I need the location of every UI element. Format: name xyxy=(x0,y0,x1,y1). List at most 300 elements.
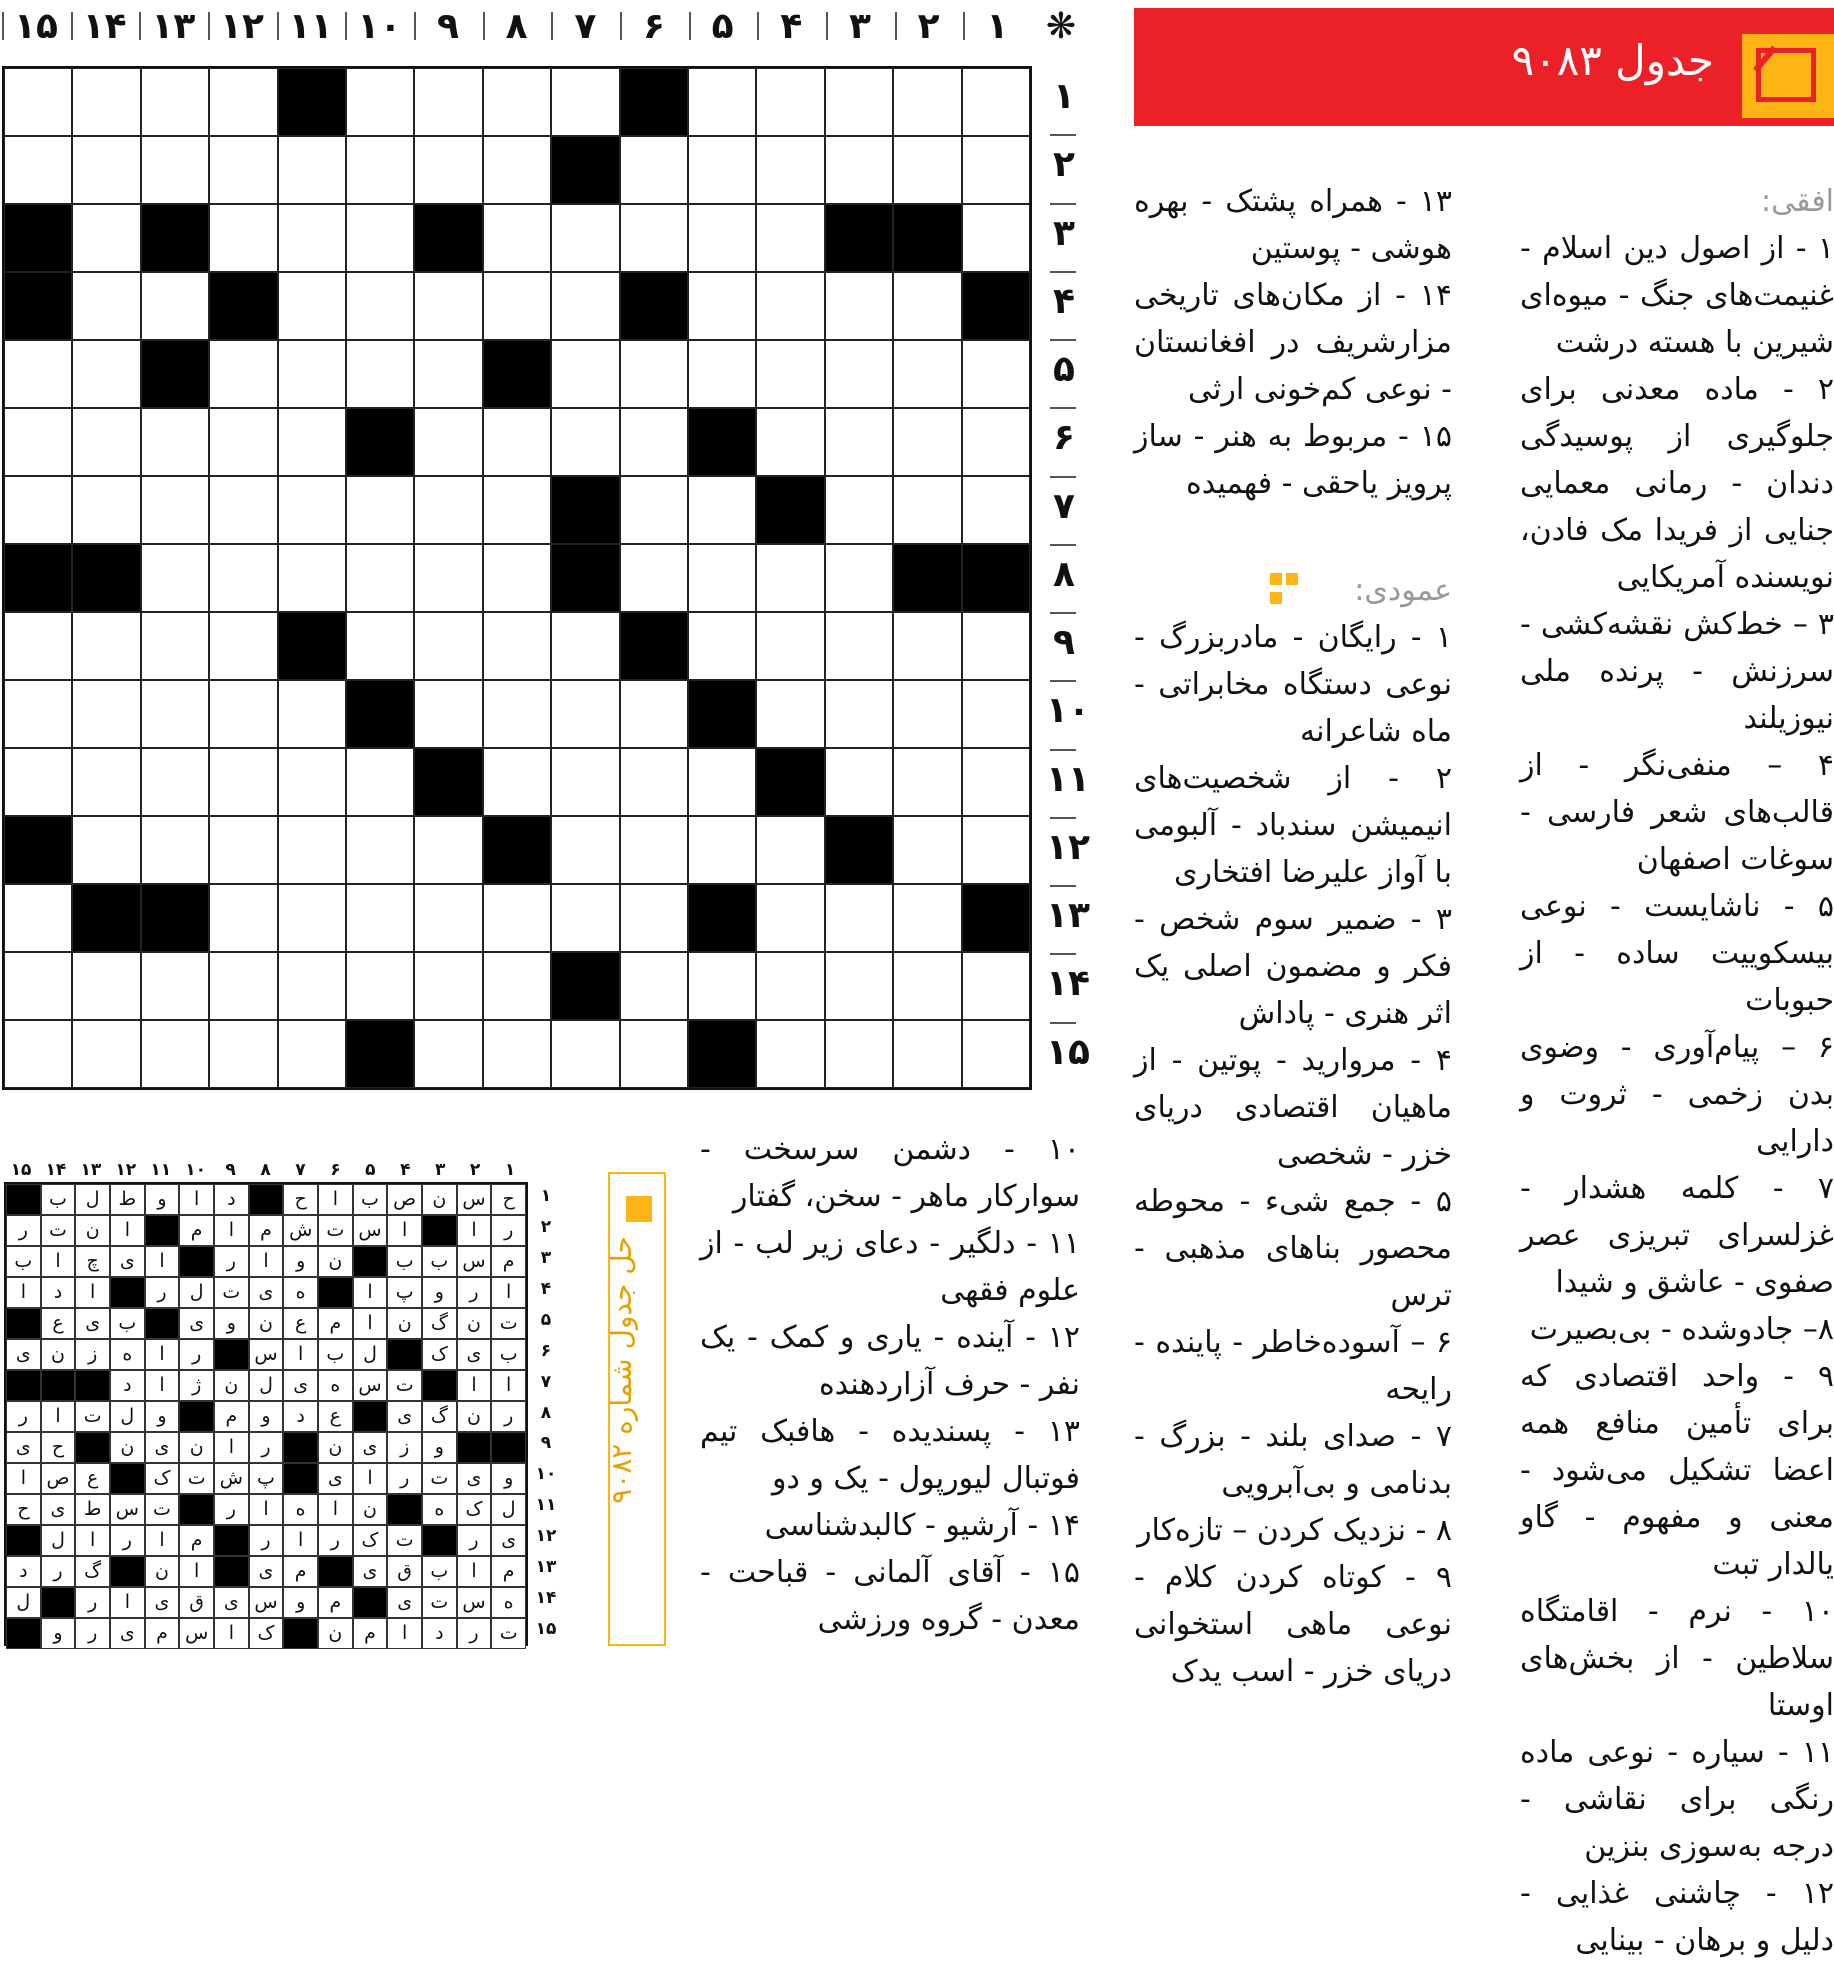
black-cell xyxy=(688,408,756,476)
grid-cell[interactable] xyxy=(551,884,619,952)
grid-cell[interactable] xyxy=(756,340,824,408)
grid-cell[interactable] xyxy=(825,408,893,476)
column-number: ۱۲ xyxy=(220,6,264,47)
grid-cell[interactable] xyxy=(483,408,551,476)
clue-item: ۱۰ - نرم - اقامتگاه سلاطین - از بخش‌های اوستا xyxy=(1520,1594,1834,1723)
grid-cell[interactable] xyxy=(278,884,346,952)
clue-item: ۲ - از شخصیت‌های انیمیشن سندباد - آلبومی با آواز علیرضا افتخاری xyxy=(1134,761,1452,890)
grid-cell[interactable] xyxy=(141,748,209,816)
grid-cell[interactable] xyxy=(483,1020,551,1088)
grid-cell[interactable] xyxy=(825,612,893,680)
solution-black-cell xyxy=(353,1587,388,1618)
solution-cell: ا xyxy=(249,1494,284,1525)
solution-cell: ر xyxy=(318,1525,353,1556)
grid-cell[interactable] xyxy=(72,1020,140,1088)
grid-cell[interactable] xyxy=(346,340,414,408)
solution-cell: ی xyxy=(110,1246,145,1277)
grid-cell[interactable] xyxy=(346,612,414,680)
grid-cell[interactable] xyxy=(962,680,1030,748)
solution-cell: ا xyxy=(491,1277,526,1308)
grid-cell[interactable] xyxy=(414,1020,482,1088)
black-cell xyxy=(72,544,140,612)
solution-cell: ک xyxy=(457,1494,492,1525)
grid-cell[interactable] xyxy=(893,816,961,884)
row-number: ۳ xyxy=(1053,212,1075,254)
solution-cell: ی xyxy=(145,1587,180,1618)
solution-black-cell xyxy=(422,1525,457,1556)
grid-cell[interactable] xyxy=(825,748,893,816)
grid-cell[interactable] xyxy=(962,408,1030,476)
black-cell xyxy=(4,816,72,884)
grid-cell[interactable] xyxy=(893,272,961,340)
solution-cell: ی xyxy=(353,1432,388,1463)
grid-cell[interactable] xyxy=(962,748,1030,816)
grid-cell[interactable] xyxy=(962,136,1030,204)
grid-cell[interactable] xyxy=(278,476,346,544)
grid-cell[interactable] xyxy=(4,68,72,136)
solution-row-number: ۱۱ xyxy=(535,1495,557,1516)
solution-cell: ن xyxy=(145,1556,180,1587)
grid-cell[interactable] xyxy=(551,272,619,340)
grid-cell[interactable] xyxy=(893,884,961,952)
solution-cell: ن xyxy=(179,1432,214,1463)
grid-cell[interactable] xyxy=(278,1020,346,1088)
grid-cell[interactable] xyxy=(688,68,756,136)
grid-cell[interactable] xyxy=(688,136,756,204)
solution-column-number: ۱۵ xyxy=(10,1160,32,1180)
grid-cell[interactable] xyxy=(346,476,414,544)
grid-cell[interactable] xyxy=(962,204,1030,272)
grid-cell[interactable] xyxy=(893,476,961,544)
grid-cell[interactable] xyxy=(825,544,893,612)
grid-cell[interactable] xyxy=(278,544,346,612)
solution-cell: ا xyxy=(353,1463,388,1494)
grid-cell[interactable] xyxy=(483,68,551,136)
grid-cell[interactable] xyxy=(483,476,551,544)
grid-cell[interactable] xyxy=(688,748,756,816)
grid-cell[interactable] xyxy=(72,612,140,680)
solution-black-cell xyxy=(6,1618,41,1649)
grid-cell[interactable] xyxy=(551,340,619,408)
grid-cell[interactable] xyxy=(620,204,688,272)
solution-black-cell xyxy=(353,1401,388,1432)
grid-cell[interactable] xyxy=(620,816,688,884)
grid-cell[interactable] xyxy=(893,68,961,136)
grid-cell[interactable] xyxy=(483,884,551,952)
grid-cell[interactable] xyxy=(346,136,414,204)
grid-cell[interactable] xyxy=(551,1020,619,1088)
grid-cell[interactable] xyxy=(278,272,346,340)
grid-cell[interactable] xyxy=(688,272,756,340)
grid-cell[interactable] xyxy=(72,816,140,884)
solution-cell: ل xyxy=(353,1339,388,1370)
grid-cell[interactable] xyxy=(209,544,277,612)
grid-cell[interactable] xyxy=(72,680,140,748)
grid-cell[interactable] xyxy=(620,952,688,1020)
grid-cell[interactable] xyxy=(278,680,346,748)
grid-cell[interactable] xyxy=(483,748,551,816)
grid-cell[interactable] xyxy=(141,476,209,544)
grid-cell[interactable] xyxy=(209,680,277,748)
grid-cell[interactable] xyxy=(72,68,140,136)
solution-cell: س xyxy=(249,1587,284,1618)
grid-cell[interactable] xyxy=(825,884,893,952)
solution-cell: ا xyxy=(110,1215,145,1246)
grid-cell[interactable] xyxy=(962,68,1030,136)
grid-cell[interactable] xyxy=(4,1020,72,1088)
grid-cell[interactable] xyxy=(209,1020,277,1088)
solution-cell: ر xyxy=(457,1277,492,1308)
solution-column-number: ۱۲ xyxy=(115,1160,137,1180)
solution-black-cell xyxy=(145,1308,180,1339)
grid-cell[interactable] xyxy=(141,816,209,884)
grid-cell[interactable] xyxy=(4,612,72,680)
clue-item: ۹ - واحد اقتصادی که برای تأمین منافع همه اعضا تشکیل می‌شود - معنی و مفهوم - گاو یالدار تبت xyxy=(1520,1359,1834,1582)
solution-cell: ن xyxy=(422,1184,457,1215)
grid-cell[interactable] xyxy=(72,340,140,408)
solution-cell: ب xyxy=(422,1246,457,1277)
clue-item: ۶ – آسوده‌خاطر - پاینده - رایحه xyxy=(1134,1325,1452,1407)
grid-cell[interactable] xyxy=(278,204,346,272)
grid-cell[interactable] xyxy=(72,136,140,204)
grid-cell[interactable] xyxy=(346,272,414,340)
grid-cell[interactable] xyxy=(825,68,893,136)
grid-cell[interactable] xyxy=(4,408,72,476)
solution-cell: ب xyxy=(110,1308,145,1339)
grid-cell[interactable] xyxy=(414,476,482,544)
solution-cell: ا xyxy=(457,1370,492,1401)
grid-cell[interactable] xyxy=(688,340,756,408)
grid-cell[interactable] xyxy=(688,476,756,544)
column-number: ۱ xyxy=(986,6,1009,47)
solution-cell: ت xyxy=(179,1463,214,1494)
grid-cell[interactable] xyxy=(825,136,893,204)
solution-cell: ر xyxy=(75,1618,110,1649)
grid-cell[interactable] xyxy=(483,204,551,272)
grid-cell[interactable] xyxy=(893,1020,961,1088)
row-number: ۸ xyxy=(1053,553,1075,595)
grid-cell[interactable] xyxy=(483,136,551,204)
solution-cell: م xyxy=(145,1618,180,1649)
clue-item: ۱۰ - دشمن سرسخت - سوارکار ماهر - سخن، گفتار xyxy=(700,1132,1080,1214)
solution-black-cell xyxy=(353,1246,388,1277)
grid-cell[interactable] xyxy=(551,68,619,136)
grid-cell[interactable] xyxy=(551,816,619,884)
grid-cell[interactable] xyxy=(72,748,140,816)
grid-cell[interactable] xyxy=(209,408,277,476)
grid-cell[interactable] xyxy=(483,612,551,680)
grid-cell[interactable] xyxy=(346,748,414,816)
solution-row-number: ۷ xyxy=(540,1371,552,1392)
grid-cell[interactable] xyxy=(141,1020,209,1088)
grid-cell[interactable] xyxy=(414,612,482,680)
grid-cell[interactable] xyxy=(72,952,140,1020)
grid-cell[interactable] xyxy=(141,544,209,612)
solution-row-number: ۲ xyxy=(540,1216,552,1237)
puzzle-title: جدول ۹۰۸۳ xyxy=(1511,36,1714,85)
black-cell xyxy=(893,544,961,612)
grid-cell[interactable] xyxy=(72,408,140,476)
solution-black-cell xyxy=(6,1525,41,1556)
grid-cell[interactable] xyxy=(209,136,277,204)
grid-cell[interactable] xyxy=(414,136,482,204)
solution-cell: ت xyxy=(422,1463,457,1494)
grid-cell[interactable] xyxy=(483,544,551,612)
grid-cell[interactable] xyxy=(893,952,961,1020)
solution-cell: ت xyxy=(41,1215,76,1246)
solution-column-number: ۳ xyxy=(434,1160,446,1180)
solution-black-cell xyxy=(75,1370,110,1401)
black-cell xyxy=(620,272,688,340)
solution-cell: ی xyxy=(75,1308,110,1339)
grid-cell[interactable] xyxy=(620,748,688,816)
grid-cell[interactable] xyxy=(209,204,277,272)
grid-cell[interactable] xyxy=(825,272,893,340)
grid-cell[interactable] xyxy=(825,476,893,544)
grid-cell[interactable] xyxy=(209,340,277,408)
solution-black-cell xyxy=(387,1339,422,1370)
solution-cell: د xyxy=(214,1184,249,1215)
grid-cell[interactable] xyxy=(825,1020,893,1088)
grid-cell[interactable] xyxy=(414,408,482,476)
grid-cell[interactable] xyxy=(346,544,414,612)
grid-cell[interactable] xyxy=(688,952,756,1020)
solution-column-number: ۱۴ xyxy=(45,1160,67,1180)
clue-item: ۱۵ - آقای آلمانی - قباحت - معدن - گروه ورزشی xyxy=(700,1555,1080,1637)
grid-cell[interactable] xyxy=(72,204,140,272)
grid-cell[interactable] xyxy=(551,612,619,680)
solution-cell: ه xyxy=(491,1587,526,1618)
grid-cell[interactable] xyxy=(893,136,961,204)
grid-cell[interactable] xyxy=(893,340,961,408)
black-cell xyxy=(756,476,824,544)
grid-cell[interactable] xyxy=(688,204,756,272)
solution-cell: ت xyxy=(422,1587,457,1618)
solution-cell: ی xyxy=(318,1463,353,1494)
clue-item: ۵ - ناشایست - نوعی بیسکوییت ساده - از حبوبات xyxy=(1520,889,1834,1018)
grid-cell[interactable] xyxy=(756,544,824,612)
solution-cell: ا xyxy=(179,1556,214,1587)
grid-cell[interactable] xyxy=(962,612,1030,680)
black-cell xyxy=(72,884,140,952)
solution-cell: ژ xyxy=(179,1370,214,1401)
grid-cell[interactable] xyxy=(620,408,688,476)
down-heading: عمودی: xyxy=(1354,573,1452,608)
black-cell xyxy=(551,544,619,612)
grid-cell[interactable] xyxy=(278,136,346,204)
grid-cell[interactable] xyxy=(209,476,277,544)
grid-cell[interactable] xyxy=(893,748,961,816)
solution-cell: ا xyxy=(214,1215,249,1246)
solution-cell: ت xyxy=(387,1525,422,1556)
black-cell xyxy=(551,136,619,204)
solution-cell: ی xyxy=(249,1277,284,1308)
solution-row-number: ۱۵ xyxy=(535,1619,557,1640)
solution-cell: ن xyxy=(214,1370,249,1401)
grid-cell[interactable] xyxy=(209,952,277,1020)
grid-cell[interactable] xyxy=(962,1020,1030,1088)
solution-cell: ل xyxy=(75,1184,110,1215)
grid-cell[interactable] xyxy=(414,816,482,884)
grid-cell[interactable] xyxy=(278,816,346,884)
grid-cell[interactable] xyxy=(551,204,619,272)
solution-column-number: ۶ xyxy=(330,1160,341,1180)
solution-column-number: ۱۳ xyxy=(80,1160,102,1180)
clue-item: ۷ - کلمه هشدار - غزلسرای تبریزی عصر صفوی - عاشق و شیدا xyxy=(1520,1171,1834,1300)
grid-cell[interactable] xyxy=(551,408,619,476)
grid-cell[interactable] xyxy=(4,884,72,952)
grid-cell[interactable] xyxy=(141,68,209,136)
grid-cell[interactable] xyxy=(209,612,277,680)
grid-cell[interactable] xyxy=(141,408,209,476)
solution-row-number: ۴ xyxy=(540,1278,552,1299)
grid-cell[interactable] xyxy=(756,612,824,680)
grid-cell[interactable] xyxy=(551,680,619,748)
clue-item: ۱۱ - دلگیر - دعای زیر لب - از علوم فقهی xyxy=(700,1226,1080,1308)
grid-cell[interactable] xyxy=(414,952,482,1020)
row-number: ۱ xyxy=(1053,76,1075,117)
grid-cell[interactable] xyxy=(278,748,346,816)
grid-cell[interactable] xyxy=(346,204,414,272)
grid-cell[interactable] xyxy=(278,952,346,1020)
grid-cell[interactable] xyxy=(825,952,893,1020)
solution-cell: س xyxy=(353,1215,388,1246)
grid-cell[interactable] xyxy=(825,340,893,408)
black-cell xyxy=(688,884,756,952)
grid-cell[interactable] xyxy=(756,272,824,340)
grid-cell[interactable] xyxy=(209,816,277,884)
clue-item: ۹ - کوتاه کردن کلام - نوعی ماهی استخوانی دریای خزر - اسب یدک xyxy=(1134,1560,1452,1689)
solution-cell: ی xyxy=(214,1587,249,1618)
solution-row-number: ۱۴ xyxy=(535,1588,557,1609)
grid-cell[interactable] xyxy=(825,680,893,748)
grid-cell[interactable] xyxy=(209,68,277,136)
grid-cell[interactable] xyxy=(893,408,961,476)
solution-cell: ی xyxy=(387,1587,422,1618)
grid-cell[interactable] xyxy=(756,68,824,136)
grid-cell[interactable] xyxy=(688,816,756,884)
grid-cell[interactable] xyxy=(72,476,140,544)
solution-cell: ا xyxy=(249,1246,284,1277)
grid-cell[interactable] xyxy=(141,272,209,340)
grid-cell[interactable] xyxy=(414,884,482,952)
grid-cell[interactable] xyxy=(141,612,209,680)
black-cell xyxy=(962,884,1030,952)
grid-cell[interactable] xyxy=(756,136,824,204)
clue-item: ۱۴ - از مکان‌های تاریخی مزارشریف در افغانستان - نوعی کم‌خونی ارثی xyxy=(1134,278,1452,407)
solution-row-number: ۱ xyxy=(540,1186,552,1206)
grid-cell[interactable] xyxy=(414,340,482,408)
solution-cell: ه xyxy=(318,1370,353,1401)
solution-cell: ص xyxy=(387,1184,422,1215)
grid-cell[interactable] xyxy=(483,680,551,748)
grid-cell[interactable] xyxy=(4,680,72,748)
grid-cell[interactable] xyxy=(209,884,277,952)
grid-cell[interactable] xyxy=(688,544,756,612)
grid-cell[interactable] xyxy=(72,272,140,340)
grid-cell[interactable] xyxy=(756,952,824,1020)
solution-cell: ا xyxy=(318,1494,353,1525)
black-cell xyxy=(893,204,961,272)
grid-cell[interactable] xyxy=(278,340,346,408)
grid-cell[interactable] xyxy=(209,748,277,816)
grid-cell[interactable] xyxy=(620,1020,688,1088)
grid-cell[interactable] xyxy=(141,136,209,204)
solution-black-cell xyxy=(249,1184,284,1215)
solution-cell: س xyxy=(179,1618,214,1649)
grid-cell[interactable] xyxy=(962,340,1030,408)
grid-cell[interactable] xyxy=(4,476,72,544)
grid-cell[interactable] xyxy=(278,408,346,476)
grid-cell[interactable] xyxy=(620,136,688,204)
grid-cell[interactable] xyxy=(688,612,756,680)
grid-cell[interactable] xyxy=(620,680,688,748)
column-number: ۱۱ xyxy=(288,6,333,47)
solution-black-cell xyxy=(214,1525,249,1556)
grid-cell[interactable] xyxy=(141,952,209,1020)
grid-cell[interactable] xyxy=(893,612,961,680)
grid-cell[interactable] xyxy=(414,68,482,136)
grid-cell[interactable] xyxy=(4,748,72,816)
solution-cell: م xyxy=(491,1246,526,1277)
grid-cell[interactable] xyxy=(141,680,209,748)
grid-cell[interactable] xyxy=(962,952,1030,1020)
grid-cell[interactable] xyxy=(346,952,414,1020)
solution-cell: ا xyxy=(179,1184,214,1215)
grid-cell[interactable] xyxy=(620,884,688,952)
grid-cell[interactable] xyxy=(620,544,688,612)
grid-cell[interactable] xyxy=(756,204,824,272)
grid-cell[interactable] xyxy=(756,816,824,884)
solution-cell: م xyxy=(491,1556,526,1587)
solution-cell: م xyxy=(249,1215,284,1246)
solution-cell: ر xyxy=(491,1401,526,1432)
grid-cell[interactable] xyxy=(4,340,72,408)
grid-cell[interactable] xyxy=(893,680,961,748)
grid-cell[interactable] xyxy=(414,680,482,748)
grid-cell[interactable] xyxy=(346,68,414,136)
solution-black-cell xyxy=(387,1494,422,1525)
grid-cell[interactable] xyxy=(756,408,824,476)
solution-cell: و xyxy=(422,1277,457,1308)
grid-cell[interactable] xyxy=(346,816,414,884)
grid-cell[interactable] xyxy=(4,136,72,204)
grid-cell[interactable] xyxy=(756,680,824,748)
grid-cell[interactable] xyxy=(4,952,72,1020)
grid-cell[interactable] xyxy=(414,272,482,340)
solution-cell: ا xyxy=(75,1525,110,1556)
solution-column-number: ۵ xyxy=(365,1160,376,1180)
solution-cell: ب xyxy=(387,1246,422,1277)
solution-cell: ح xyxy=(6,1494,41,1525)
solution-cell: ا xyxy=(214,1432,249,1463)
grid-cell[interactable] xyxy=(962,816,1030,884)
grid-cell[interactable] xyxy=(620,340,688,408)
solution-cell: و xyxy=(249,1401,284,1432)
grid-cell[interactable] xyxy=(414,544,482,612)
solution-cell: ا xyxy=(6,1463,41,1494)
grid-cell[interactable] xyxy=(551,748,619,816)
solution-cell: ت xyxy=(491,1308,526,1339)
grid-cell[interactable] xyxy=(756,884,824,952)
grid-cell[interactable] xyxy=(483,952,551,1020)
grid-cell[interactable] xyxy=(620,476,688,544)
grid-cell[interactable] xyxy=(756,1020,824,1088)
solution-black-cell xyxy=(491,1432,526,1463)
grid-cell[interactable] xyxy=(483,272,551,340)
grid-cell[interactable] xyxy=(962,476,1030,544)
grid-cell[interactable] xyxy=(346,884,414,952)
